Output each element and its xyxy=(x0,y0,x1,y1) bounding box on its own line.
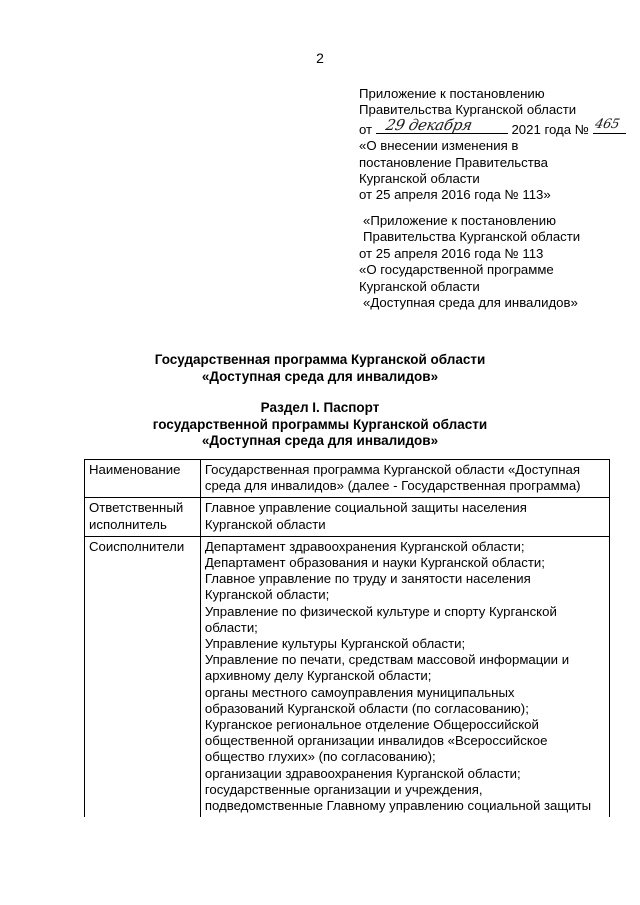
row-label-cell xyxy=(85,460,201,498)
original-appendix-line: Правительства Курганской области xyxy=(363,229,581,245)
row-value-line: Курганской области; xyxy=(204,587,330,603)
row-value-line: образований Курганской области (по согласованию); xyxy=(204,700,529,716)
row-value-line: организации здравоохранения Курганской области; xyxy=(204,765,521,781)
original-appendix-line: «Доступная среда для инвалидов» xyxy=(363,295,578,311)
appendix-date-line xyxy=(359,116,629,138)
row-value-line: среда для инвалидов» (далее - Государственная программа) xyxy=(204,478,581,494)
row-value-line: государственные организации и учреждения, xyxy=(204,781,483,797)
row-value-line: Управление по печати, средствам массовой информации и xyxy=(204,652,570,668)
row-value-line: Управление по физической культуре и спорту Курганской xyxy=(204,603,557,619)
row-value-cell xyxy=(200,536,609,817)
program-title-line: Государственная программа Курганской области xyxy=(154,352,486,367)
row-value-line: подведомственные Главному управлению социальной защиты xyxy=(204,798,592,814)
row-label-line: Ответственный xyxy=(89,500,184,516)
row-value-line: области; xyxy=(204,619,258,635)
row-label-line: Соисполнители xyxy=(89,538,185,554)
row-label-line: Наименование xyxy=(89,462,181,477)
program-title xyxy=(0,352,640,385)
row-value-line: органы местного самоуправления муниципальных xyxy=(204,684,515,700)
section-title-line: Раздел I. Паспорт xyxy=(260,400,380,415)
row-value-cell xyxy=(200,460,609,498)
row-value-line: Главное управление по труду и занятости населения xyxy=(204,571,531,587)
appendix-line: «О внесении изменения в xyxy=(359,138,519,154)
section-title-line: «Доступная среда для инвалидов» xyxy=(201,433,439,449)
row-value-line: архивному делу Курганской области; xyxy=(204,668,432,684)
section-title-line: государственной программы Курганской области xyxy=(152,416,488,432)
row-value-line: Курганской области xyxy=(204,516,326,532)
number-blank xyxy=(593,119,626,134)
program-title-line: «Доступная среда для инвалидов» xyxy=(201,368,439,384)
row-value-line: Государственная программа Курганской области «Доступная xyxy=(204,462,580,477)
passport-table-body xyxy=(85,460,610,818)
row-value-line: Управление культуры Курганской области; xyxy=(204,636,466,652)
row-value-line: общество глухих» (по согласованию); xyxy=(204,749,436,765)
date-blank xyxy=(376,116,508,135)
row-value-line: Департамент здравоохранения Курганской области; xyxy=(204,538,525,554)
appendix-line: постановление Правительства xyxy=(359,154,548,170)
row-value-cell xyxy=(200,498,609,536)
row-value-line: Главное управление социальной защиты населения xyxy=(204,500,527,516)
row-value-line: Департамент образования и науки Курганской области; xyxy=(204,555,545,571)
appendix-line: от 25 апреля 2016 года № 113» xyxy=(359,187,551,203)
table-row xyxy=(85,460,610,498)
page-number: 2 xyxy=(316,50,324,66)
row-label-cell xyxy=(85,536,201,817)
row-value-line: общественной организации инвалидов «Всероссийское xyxy=(204,733,548,749)
handwritten-date: 29 декабря xyxy=(383,116,474,135)
original-appendix-header xyxy=(359,213,629,311)
original-appendix-line: от 25 апреля 2016 года № 113 xyxy=(359,245,544,261)
row-label-line: исполнитель xyxy=(89,516,167,532)
year-text: 2021 года № xyxy=(511,121,589,137)
original-appendix-line: «Приложение к постановлению xyxy=(363,213,556,228)
table-row xyxy=(85,498,610,536)
appendix-line: Приложение к постановлению xyxy=(359,86,545,101)
table-row xyxy=(85,536,610,817)
appendix-line: Курганской области xyxy=(359,171,480,187)
row-label-cell xyxy=(85,498,201,536)
appendix-line: Правительства Курганской области xyxy=(359,102,577,118)
row-value-line: Курганское региональное отделение Общероссийской xyxy=(204,717,539,733)
original-appendix-line: «О государственной программе xyxy=(359,262,554,278)
handwritten-number: 465 xyxy=(593,117,621,133)
date-prefix: от xyxy=(359,121,373,137)
appendix-header xyxy=(359,86,629,204)
passport-table xyxy=(84,459,610,817)
original-appendix-line: Курганской области xyxy=(359,278,480,294)
section-title xyxy=(0,400,640,450)
